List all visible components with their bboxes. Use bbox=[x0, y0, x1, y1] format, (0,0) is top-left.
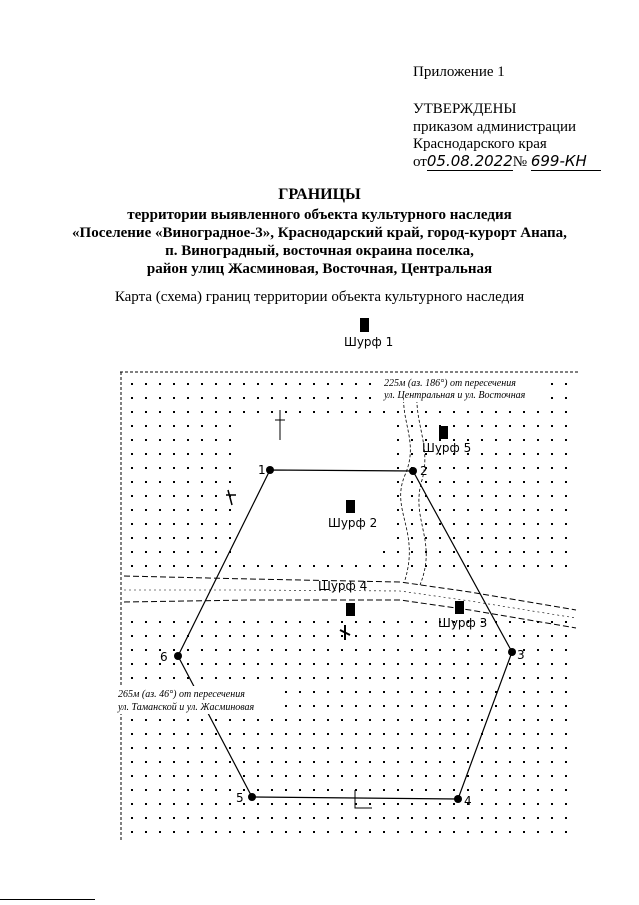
pit-marker-4 bbox=[346, 603, 355, 616]
boundary-point-3 bbox=[508, 648, 516, 656]
boundary-point-6 bbox=[174, 652, 182, 660]
number-prefix: № bbox=[512, 154, 528, 170]
pit-marker-5 bbox=[439, 426, 448, 439]
pit-marker-2 bbox=[346, 500, 355, 513]
order-date: 05.08.2022 bbox=[426, 152, 513, 170]
order-number: 699-КН bbox=[531, 153, 601, 171]
point-label-5: 5 bbox=[236, 791, 244, 805]
footnote-rule bbox=[0, 899, 95, 900]
pit-label-2: Шурф 2 bbox=[328, 516, 378, 530]
pit-label-3: Шурф 3 bbox=[438, 616, 488, 630]
map-caption: Карта (схема) границ территории объекта культурного наследия bbox=[114, 289, 525, 305]
date-prefix: от bbox=[413, 154, 427, 170]
pit-label-4: Шурф 4 bbox=[318, 579, 368, 593]
order-line-1: приказом администрации bbox=[413, 119, 577, 135]
reference-note-1-line-1: 225м (аз. 186°) от пересечения bbox=[384, 378, 516, 389]
pit-marker-3 bbox=[455, 601, 464, 614]
reference-note-1 bbox=[378, 374, 548, 402]
point-label-3: 3 bbox=[517, 648, 525, 662]
reference-note-2 bbox=[112, 686, 280, 714]
point-label-2: 2 bbox=[420, 464, 428, 478]
point-label-6: 6 bbox=[160, 650, 168, 664]
boundary-point-2 bbox=[409, 467, 417, 475]
title-line-3: п. Виноградный, восточная окраина поселка, bbox=[165, 243, 474, 259]
point-label-1: 1 bbox=[258, 463, 266, 477]
boundary-point-5 bbox=[248, 793, 256, 801]
boundary-point-4 bbox=[454, 795, 462, 803]
title-line-4: район улиц Жасминовая, Восточная, Центральная bbox=[146, 261, 493, 277]
pit-label-1: Шурф 1 bbox=[344, 335, 394, 349]
approved-label: УТВЕРЖДЕНЫ bbox=[413, 101, 517, 117]
pit-marker-1 bbox=[360, 318, 369, 332]
boundary-point-1 bbox=[266, 466, 274, 474]
title-line-2: «Поселение «Виноградное-3», Краснодарский край, город-курорт Анапа, bbox=[72, 225, 567, 241]
title-line-1: территории выявленного объекта культурного наследия bbox=[127, 207, 512, 223]
document-title: ГРАНИЦЫ bbox=[278, 186, 361, 203]
pit-label-5: Шурф 5 bbox=[422, 441, 472, 455]
point-label-4: 4 bbox=[464, 794, 472, 808]
reference-note-1-line-2: ул. Центральная и ул. Восточная bbox=[384, 390, 526, 401]
order-line-2: Краснодарского края bbox=[413, 136, 547, 152]
reference-note-2-line-1: 265м (аз. 46°) от пересечения bbox=[118, 689, 245, 700]
reference-note-2-line-2: ул. Таманской и ул. Жасминовая bbox=[118, 702, 255, 713]
settlement-plot bbox=[232, 422, 392, 565]
appendix-label: Приложение 1 bbox=[413, 64, 505, 80]
